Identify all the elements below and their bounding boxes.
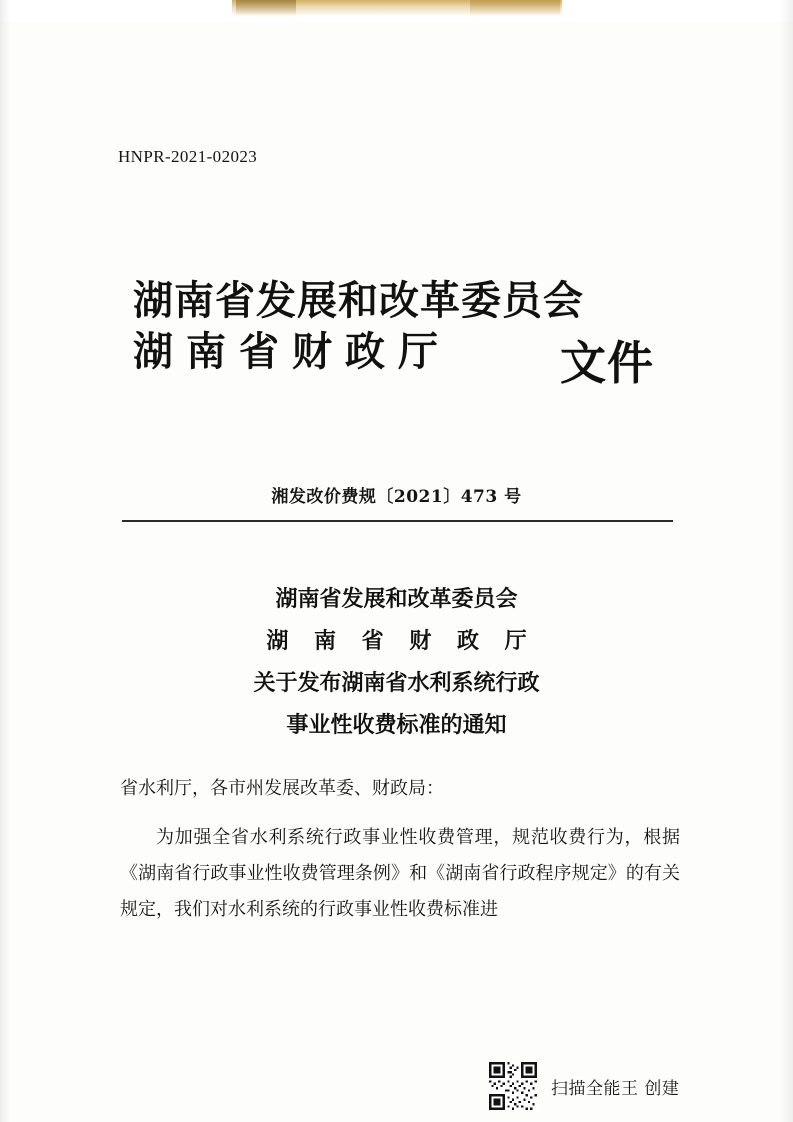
body-paragraph: 为加强全省水利系统行政事业性收费管理，规范收费行为，根据《湖南省行政事业性收费管理条例》和《湖南省行政程序规定》的有关规定，我们对水利系统的行政事业性收费标准进 bbox=[120, 827, 680, 920]
document-title bbox=[0, 588, 793, 756]
title-line-3: 关于发布湖南省水利系统行政 bbox=[253, 670, 540, 696]
document-reference-number: 湘发改价费规〔2021〕473 号 bbox=[271, 487, 522, 507]
document-number: HNPR-2021-02023 bbox=[118, 147, 258, 166]
scan-watermark bbox=[489, 1062, 679, 1110]
scan-artifact bbox=[236, 0, 296, 16]
page-edge-shadow-right bbox=[779, 0, 793, 1122]
qr-code-icon bbox=[489, 1062, 537, 1110]
watermark-label: 扫描全能王 创建 bbox=[551, 1078, 680, 1099]
title-line-2: 湖 南 省 财 政 厅 bbox=[266, 628, 536, 654]
document-body bbox=[120, 780, 680, 928]
masthead-line-2: 湖南省财政厅 bbox=[133, 328, 451, 375]
title-line-1: 湖南省发展和改革委员会 bbox=[275, 586, 518, 612]
salutation: 省水利厅，各市州发展改革委、财政局： bbox=[120, 778, 444, 799]
masthead bbox=[133, 277, 673, 390]
scan-artifact bbox=[470, 0, 560, 16]
scan-top-band bbox=[0, 0, 793, 22]
title-line-4: 事业性收费标准的通知 bbox=[286, 712, 507, 738]
masthead-line-1: 湖南省发展和改革委员会 bbox=[133, 277, 584, 324]
header-divider-rule bbox=[122, 520, 673, 522]
page-edge-shadow-left bbox=[0, 0, 10, 1122]
masthead-suffix: 文件 bbox=[560, 336, 654, 390]
